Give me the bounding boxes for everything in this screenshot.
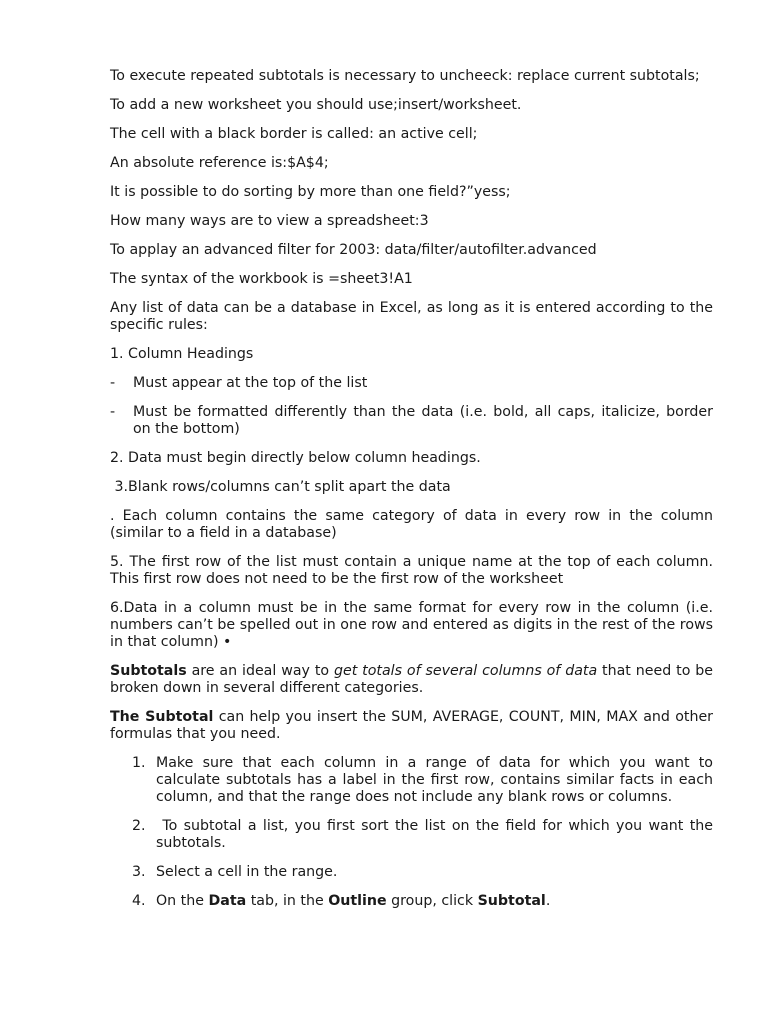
step-number: 1. [132,755,146,771]
numbered-step [110,864,713,881]
subtotals-term: Subtotals [110,663,187,679]
text-line: To applay an advanced filter for 2003: data/filter/autofilter.advanced [110,242,597,258]
text-line: It is possible to do sorting by more than one field?”yess; [110,184,511,200]
step-number: 2. [132,818,146,834]
step-text: To subtotal a list, you first sort the list on the field for which you want the subtotals. [156,818,713,851]
text-line: The cell with a black border is called: an active cell; [110,126,478,142]
step-number: 4. [132,893,146,909]
emphasis-text: get totals of several columns of data [333,663,598,679]
step-text: Select a cell in the range. [156,864,338,880]
text-span: group, click [386,893,478,909]
step-text: Make sure that each column in a range of data for which you want to calculate subtotals has a label in the first row, contains similar facts in each column, and that the range does not include any blank rows or columns. [156,755,713,805]
dash-marker: - [110,375,116,391]
subtotal-term: The Subtotal [110,709,214,725]
step-text [156,893,550,909]
text-span: . [545,893,551,909]
text-span: On the [156,893,209,909]
subtotal-command-term: Subtotal [477,893,546,909]
text-line: Any list of data can be a database in Excel, as long as it is entered according to the specific rules: [110,300,713,333]
subtotals-paragraph [110,663,713,697]
dash-list-item [110,375,713,392]
numbered-step [110,893,713,910]
outline-group-term: Outline [328,893,387,909]
text-span: tab, in the [246,893,329,909]
text-line: To add a new worksheet you should use;insert/worksheet. [110,97,522,113]
text-line: How many ways are to view a spreadsheet:3 [110,213,429,229]
rule-line: 5. The first row of the list must contain a unique name at the top of each column. This first row does not need to be the first row of the worksheet [110,554,713,587]
text-line: The syntax of the workbook is =sheet3!A1 [110,271,413,287]
document-page [110,68,713,922]
rule-heading: 1. Column Headings [110,346,254,362]
numbered-step [110,818,713,852]
subtotal-paragraph [110,709,713,743]
dash-marker: - [110,404,116,420]
text-line: An absolute reference is:$A$4; [110,155,329,171]
rule-line: 3.Blank rows/columns can’t split apart the data [110,479,451,495]
text-line: To execute repeated subtotals is necessary to uncheeck: replace current subtotals; [110,68,700,84]
numbered-step [110,755,713,806]
dash-list-item [110,404,713,438]
step-number: 3. [132,864,146,880]
dash-item-text: Must be formatted differently than the data (i.e. bold, all caps, italicize, border on the bottom) [133,404,713,437]
text-span: can help you insert the SUM, AVERAGE, COUNT, MIN, MAX and other formulas that you need. [110,709,714,742]
rule-line: 2. Data must begin directly below column headings. [110,450,481,466]
rule-line: . Each column contains the same category of data in every row in the column (similar to a field in a database) [110,508,713,541]
data-tab-term: Data [208,893,247,909]
rule-line: 6.Data in a column must be in the same format for every row in the column (i.e. numbers can’t be spelled out in one row and entered as digits in the rest of the rows in that column) • [110,600,713,650]
dash-item-text: Must appear at the top of the list [133,375,368,391]
text-span: are an ideal way to [186,663,334,679]
text-span: that need to be broken down in several different categories. [110,663,714,696]
